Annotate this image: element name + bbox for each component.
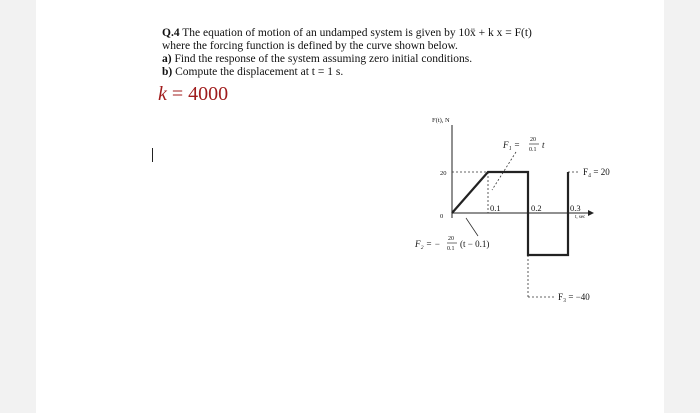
f2-lhs: F₂ = −	[415, 239, 441, 249]
part-a-label: a)	[162, 53, 172, 65]
t-0-3-label: 0.3	[570, 203, 581, 213]
f2-rest: (t − 0.1)	[460, 239, 490, 249]
k-value-text: = 4000	[166, 83, 229, 105]
part-b-text: Compute the displacement at t = 1 s.	[172, 66, 344, 78]
f3-label: F₃ = −40	[558, 292, 590, 302]
tick-0-label: 0	[440, 213, 444, 220]
f1-label	[502, 137, 545, 153]
part-b-label: b)	[162, 66, 173, 78]
f1-lhs: F₁ =	[503, 140, 520, 150]
f2-leader	[466, 218, 478, 236]
t-0-2-label: 0.2	[531, 203, 542, 213]
f2-denominator: 0.1	[447, 246, 455, 252]
tick-20-label: 20	[440, 170, 447, 177]
x-axis-arrow	[588, 210, 594, 216]
problem-line-2: where the forcing function is defined by the curve shown below.	[162, 40, 458, 52]
f2-numerator: 20	[448, 236, 454, 242]
f1-numerator: 20	[530, 137, 536, 143]
f4-label: F₄ = 20	[583, 167, 610, 177]
f2-label	[414, 236, 489, 252]
question-number: Q.4	[162, 27, 180, 39]
equation-text: The equation of motion of an undamped system is given by 10ẍ + k x = F(t)	[179, 27, 532, 39]
part-a-text: Find the response of the system assuming zero initial conditions.	[171, 53, 473, 65]
f1-denominator: 0.1	[529, 147, 537, 153]
y-axis-label: F(t), N	[432, 117, 450, 124]
f1-variable: t	[542, 140, 545, 150]
k-symbol: k	[158, 83, 167, 105]
x-axis-label: t, sec	[575, 215, 586, 220]
t-0-1-label: 0.1	[490, 203, 501, 213]
